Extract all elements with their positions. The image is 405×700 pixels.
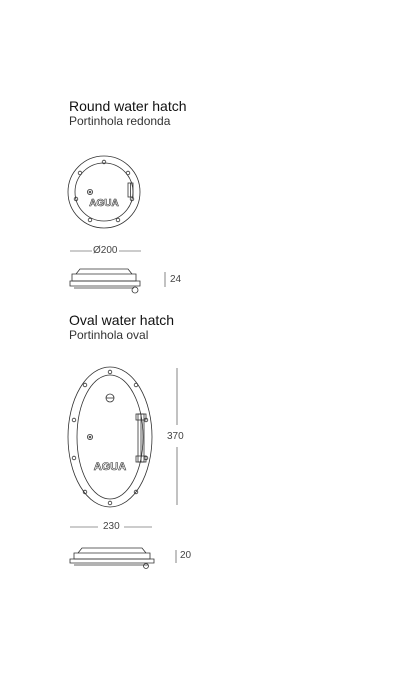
round-hatch-top-view: [68, 156, 140, 228]
oval-hatch-top-view: [68, 367, 152, 507]
oval-hatch-width: 230: [103, 521, 120, 532]
round-hatch-side-view: [70, 269, 140, 293]
round-hatch-lid-label: AGUA: [89, 198, 119, 209]
oval-hatch-side-view: [70, 548, 154, 569]
round-hatch-diameter: Ø200: [93, 245, 118, 256]
round-hatch-subtitle: Portinhola redonda: [69, 114, 171, 128]
round-hatch-height: 24: [170, 274, 182, 285]
oval-hatch-subtitle: Portinhola oval: [69, 328, 149, 342]
oval-hatch-lid-label: AGUA: [93, 461, 127, 473]
round-hatch-title: Round water hatch: [69, 98, 187, 114]
oval-hatch-title: Oval water hatch: [69, 312, 175, 328]
oval-hatch-length: 370: [167, 431, 184, 442]
oval-hatch-height: 20: [180, 550, 192, 561]
